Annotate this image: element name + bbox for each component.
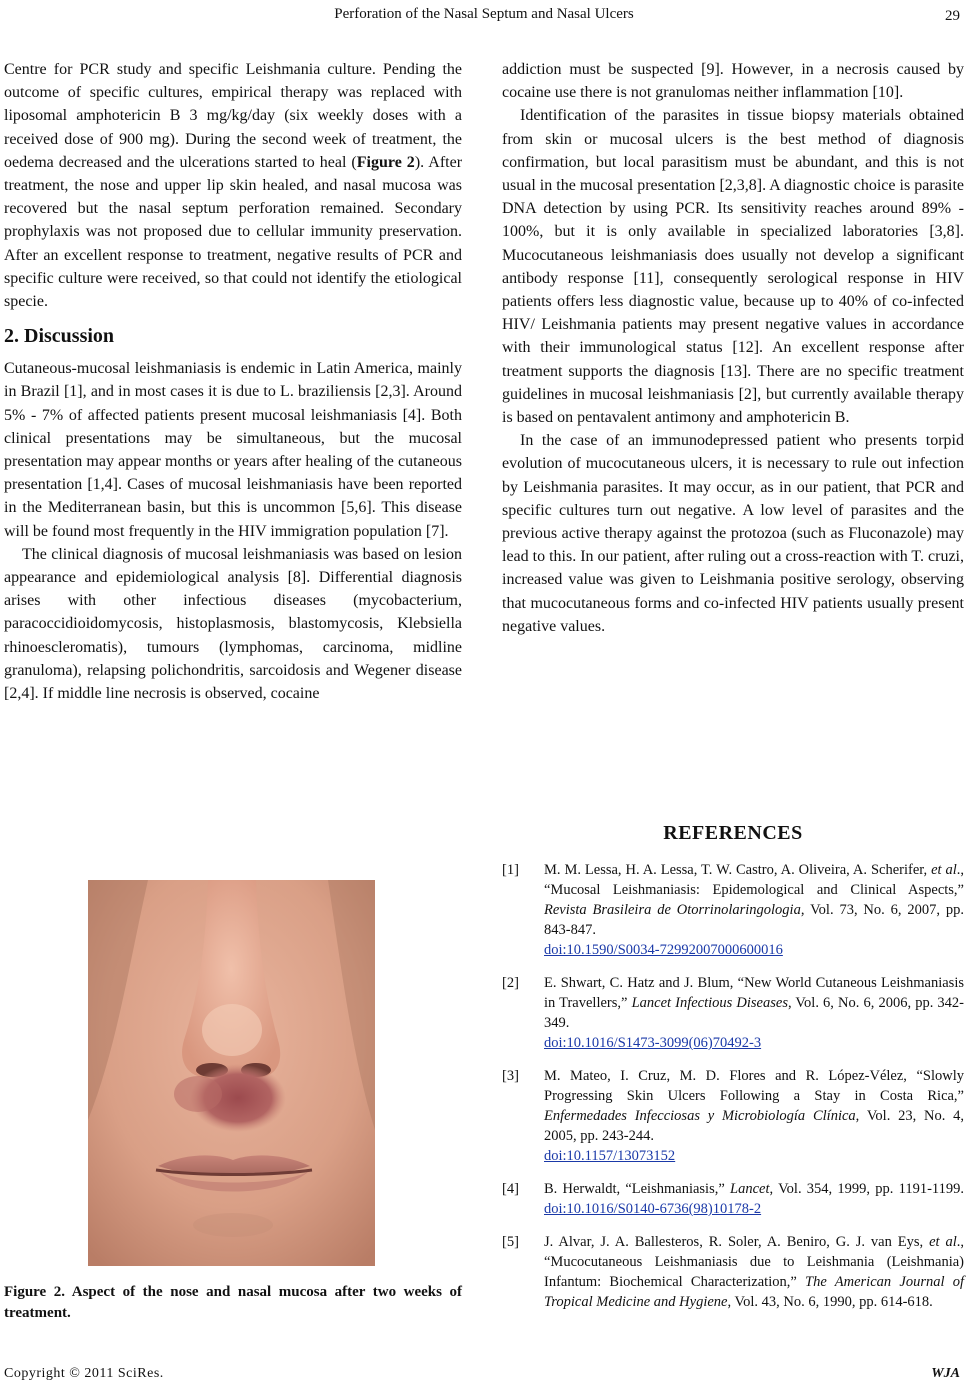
left-column xyxy=(4,58,462,705)
reference-journal: Revista Brasileira de Otorrinolaringologia xyxy=(544,902,801,918)
reference-volume: , Vol. 354, 1999, pp. 1191-1199. xyxy=(769,1181,964,1197)
copyright-notice: Copyright © 2011 SciRes. xyxy=(4,1366,164,1381)
reference-authors: M. Mateo, I. Cruz, M. D. Flores and R. López-Vélez, “Slowly Progressing Skin Ulcers Following a Stay in Costa Rica,” xyxy=(544,1068,964,1104)
reference-number: [5] xyxy=(502,1234,519,1250)
figure-2-caption: Figure 2. Aspect of the nose and nasal mucosa after two weeks of treatment. xyxy=(4,1284,462,1321)
figure-2-reference[interactable]: Figure 2 xyxy=(356,153,415,171)
reference-number: [1] xyxy=(502,862,519,878)
reference-etal: et al xyxy=(929,1234,957,1250)
reference-journal: Enfermedades Infecciosas y Microbiología Clínica xyxy=(544,1108,856,1124)
paragraph-results-end xyxy=(4,58,462,313)
reference-authors: B. Herwaldt, “Leishmaniasis,” xyxy=(544,1181,731,1197)
reference-item xyxy=(502,860,964,960)
reference-item xyxy=(502,1232,964,1312)
paragraph-discussion-2: The clinical diagnosis of mucosal leishmaniasis was based on lesion appearance and epidemiological analysis [8]. Differential diagnosis arises with other infectious diseases (mycobacterium, paracoccidioidomycosis, histoplasmosis, blastomycosis, Klebsiella rhinoescleromatis), tumours (lymphomas, carcinoma, midline granuloma), relapsing polichondritis, sarcoidosis and Wegener disease [2,4]. If middle line necrosis is observed, cocaine xyxy=(4,545,462,703)
reference-authors: J. Alvar, J. A. Ballesteros, R. Soler, A. Beniro, G. J. van Eys, xyxy=(544,1234,930,1250)
reference-number: [3] xyxy=(502,1068,519,1084)
reference-list xyxy=(502,860,964,1325)
reference-volume: , Vol. 73, No. 6, 2007, pp. 843-847. xyxy=(544,902,964,938)
reference-volume: , Vol. 6, No. 6, 2006, pp. 342-349. xyxy=(544,995,964,1031)
reference-item xyxy=(502,973,964,1053)
page-footer xyxy=(0,1366,968,1384)
references-heading: REFERENCES xyxy=(663,822,803,844)
reference-volume: , Vol. 43, No. 6, 1990, pp. 614-618. xyxy=(727,1294,933,1310)
section-heading-discussion: 2. Discussion xyxy=(4,325,115,348)
reference-authors: E. Shwart, C. Hatz and J. Blum, “New World Cutaneous Leishmaniasis in Travellers,” xyxy=(544,975,964,1011)
paragraph-discussion-1: Cutaneous-mucosal leishmaniasis is endemic in Latin America, mainly in Brazil [1], and in most cases it is due to L. braziliensis [2,3]. Around 5% - 7% of affected patients present mucosal leishmaniasis [4]. Both clinical presentations may be simultaneous, but the mucosal presentation may appear months or years after healing of the cutaneous presentation [1,4]. Cases of mucosal leishmaniasis have been reported in the Mediterranean basin, but this is uncommon [5,6]. This disease will be found most frequently in the HIV immigration population [7]. xyxy=(4,360,462,540)
figure-2-photo xyxy=(88,880,375,1266)
reference-etal: et al xyxy=(931,862,957,878)
page-number: 29 xyxy=(945,8,960,24)
paragraph-discussion-4: Identification of the parasites in tissue biopsy materials obtained from skin or mucosal ulcers is the best method of diagnosis confirmation, but local parasitism must be abundant, and this is not usual in the mucosal presentation [2,3,8]. A diagnostic choice is parasite DNA detection by using PCR. Its sensitivity reaches around 89% - 100%, but it is only available in specialized laboratories [3,8]. Mucocutaneous leishmaniasis does usually not develop a significant antibody response [11], consequently serological response in HIV patients offers less diagnostic value, because up to 40% of co-infected HIV/ Leishmania patients may present negative values in accordance with their immunological status [12]. An excellent response after treatment supports the diagnosis [13]. There are no specific treatment guidelines in mucosal leishmaniasis [2], but currently available therapy is based on pentavalent antimony and amphotericin B. xyxy=(502,107,964,427)
paragraph-discussion-5: In the case of an immunodepressed patient who presents torpid evolution of mucocutaneous ulcers, it is necessary to rule out infection by Leishmania parasites. It may occur, as in our patient, that PCR and specific cultures turn out negative. A low level of parasites and the previous active therapy against the protozoa (such as Fluconazole) may lead to this. In our patient, after ruling out a cross-reaction with T. cruzi, increased value was given to Leishmania positive serology, observing that mucocutaneous forms and co-infected HIV patients usually present negative values. xyxy=(502,432,964,635)
reference-doi-link[interactable]: doi:10.1016/S1473-3099(06)70492-3 xyxy=(544,1035,762,1051)
running-header xyxy=(0,6,968,28)
reference-journal: The American Journal of Tropical Medicine and Hygiene xyxy=(544,1274,965,1310)
paragraph-discussion-3: addiction must be suspected [9]. However, in a necrosis caused by cocaine use there is not granulomas neither inflammation [10]. xyxy=(502,61,964,102)
reference-title: ., “Mucosal Leishmaniasis: Epidemological and Clinical Aspects,” xyxy=(544,862,964,898)
reference-journal: Lancet Infectious Diseases xyxy=(631,995,788,1011)
reference-doi-link[interactable]: doi:10.1016/S0140-6736(98)10178-2 xyxy=(544,1201,762,1217)
reference-number: [2] xyxy=(502,975,519,991)
journal-abbreviation: WJA xyxy=(931,1366,960,1381)
reference-item xyxy=(502,1066,964,1166)
reference-item xyxy=(502,1179,964,1219)
reference-title: ., “Mucocutaneous Leishmaniasis due to Leishmania (Leishmania) Infantum: Biochemical Characterization,” xyxy=(544,1234,965,1290)
reference-authors: M. M. Lessa, H. A. Lessa, T. W. Castro, A. Oliveira, A. Scherifer, xyxy=(544,862,932,878)
nose-photo-illustration xyxy=(88,880,375,1266)
reference-volume: , Vol. 23, No. 4, 2005, pp. 243-244. xyxy=(544,1108,965,1144)
reference-doi-link[interactable]: doi:10.1590/S0034-72992007000600016 xyxy=(544,942,783,958)
running-title: Perforation of the Nasal Septum and Nasal Ulcers xyxy=(334,6,634,22)
paragraph-text: ). After treatment, the nose and upper lip skin healed, and nasal mucosa was recovered but the nasal septum perforation remained. Secondary prophylaxis was not proposed due to cellular immunity preservation. After an excellent response to treatment, negative results of PCR and specific culture were received, so that could not identify the etiological specie. xyxy=(4,153,463,311)
reference-journal: Lancet xyxy=(730,1181,770,1197)
right-column xyxy=(502,58,964,638)
reference-number: [4] xyxy=(502,1181,519,1197)
paragraph-text: Centre for PCR study and specific Leishmania culture. Pending the outcome of specific cultures, empirical therapy was replaced with liposomal amphotericin B 3 mg/kg/day (six weekly doses with a received dose of 900 mg). During the second week of treatment, the oedema decreased and the ulcerations started to heal ( xyxy=(4,61,462,171)
reference-doi-link[interactable]: doi:10.1157/13073152 xyxy=(544,1148,676,1164)
